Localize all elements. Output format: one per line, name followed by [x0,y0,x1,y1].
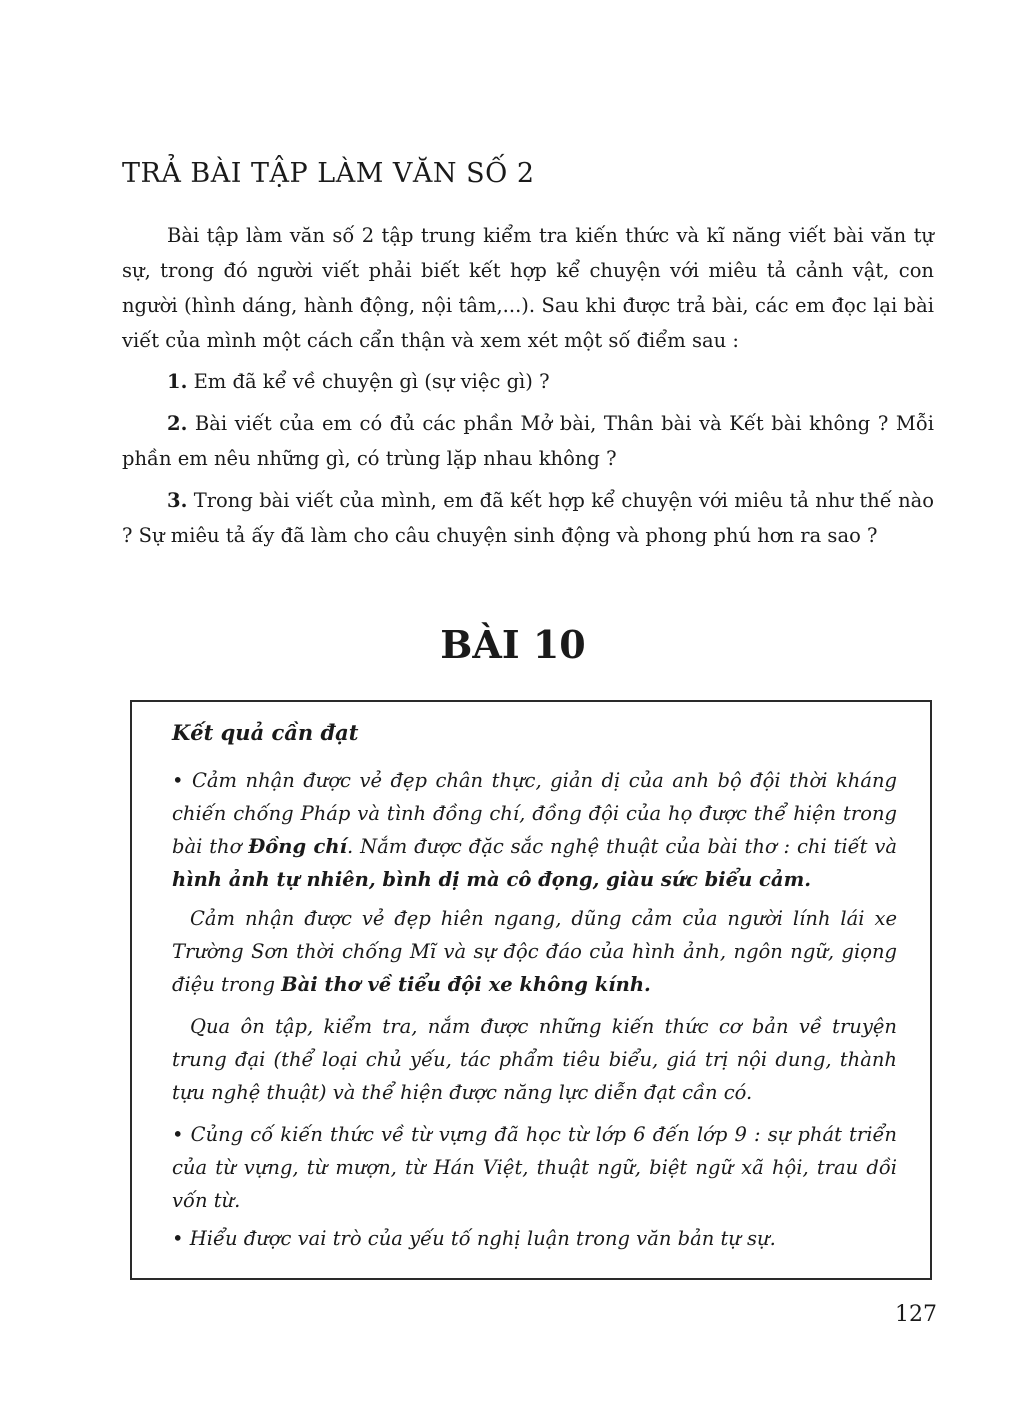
goal-item [172,1118,897,1217]
learning-goals-box [130,700,932,1280]
bullet-icon: • [172,1123,184,1146]
goal-text: Cảm nhận được vẻ đẹp hiên ngang, dũng cảm của người lính lái xe Trường Sơn thời chống Mĩ và sự độc đáo của hình ảnh, ngôn ngữ, giọng điệu trong [172,907,897,996]
poem-title: Bài thơ về tiểu đội xe không kính. [281,973,651,996]
bullet-icon: • [172,1227,184,1250]
bullet-icon: • [172,769,184,792]
question-number: 3. [167,489,188,512]
question-text: Trong bài viết của mình, em đã kết hợp kể chuyện với miêu tả như thế nào ? Sự miêu tả ấy đã làm cho câu chuyện sinh động và phong phú hơn ra sao ? [122,489,934,547]
page-number: 127 [895,1302,937,1327]
goal-item [172,902,897,1001]
goal-text: Củng cố kiến thức về từ vựng đã học từ lớp 6 đến lớp 9 : sự phát triển của từ vựng, từ mượn, từ Hán Việt, thuật ngữ, biệt ngữ xã hội, trau dồi vốn từ. [172,1123,897,1212]
question-text: Em đã kể về chuyện gì (sự việc gì) ? [193,370,550,393]
intro-paragraph: Bài tập làm văn số 2 tập trung kiểm tra kiến thức và kĩ năng viết bài văn tự sự, trong đó người viết phải biết kết hợp kể chuyện với miêu tả cảnh vật, con người (hình dáng, hành động, nội tâm,...). Sau khi được trả bài, các em đọc lại bài viết của mình một cách cẩn thận và xem xét một số điểm sau : [122,224,934,352]
section-title: TRẢ BÀI TẬP LÀM VĂN SỐ 2 [122,158,535,189]
goal-text-bold: hình ảnh tự nhiên, bình dị mà cô đọng, giàu sức biểu cảm. [172,868,811,891]
question-1 [122,364,934,399]
question-3 [122,483,934,553]
lesson-title: BÀI 10 [440,622,586,667]
goal-text: . Nắm được đặc sắc nghệ thuật của bài thơ : chi tiết và [347,835,897,858]
goal-item: Qua ôn tập, kiểm tra, nắm được những kiến thức cơ bản về truyện trung đại (thể loại chủ yếu, tác phẩm tiêu biểu, giá trị nội dung, thành tựu nghệ thuật) và thể hiện được năng lực diễn đạt cần có. [172,1015,897,1104]
question-text: Bài viết của em có đủ các phần Mở bài, Thân bài và Kết bài không ? Mỗi phần em nêu những gì, có trùng lặp nhau không ? [122,412,934,470]
goal-item [172,1222,897,1255]
goal-text: Hiểu được vai trò của yếu tố nghị luận trong văn bản tự sự. [189,1227,776,1250]
question-number: 2. [167,412,188,435]
question-number: 1. [167,370,188,393]
question-2 [122,406,934,476]
goal-item [172,764,897,896]
goals-heading: Kết quả cần đạt [172,720,359,745]
poem-title: Đồng chí [248,835,348,858]
goal-text: Cảm nhận được vẻ đẹp chân thực, giản dị của anh bộ đội thời kháng chiến chống Pháp và tình đồng chí, đồng đội của họ được thể hiện trong bài thơ [172,769,897,858]
